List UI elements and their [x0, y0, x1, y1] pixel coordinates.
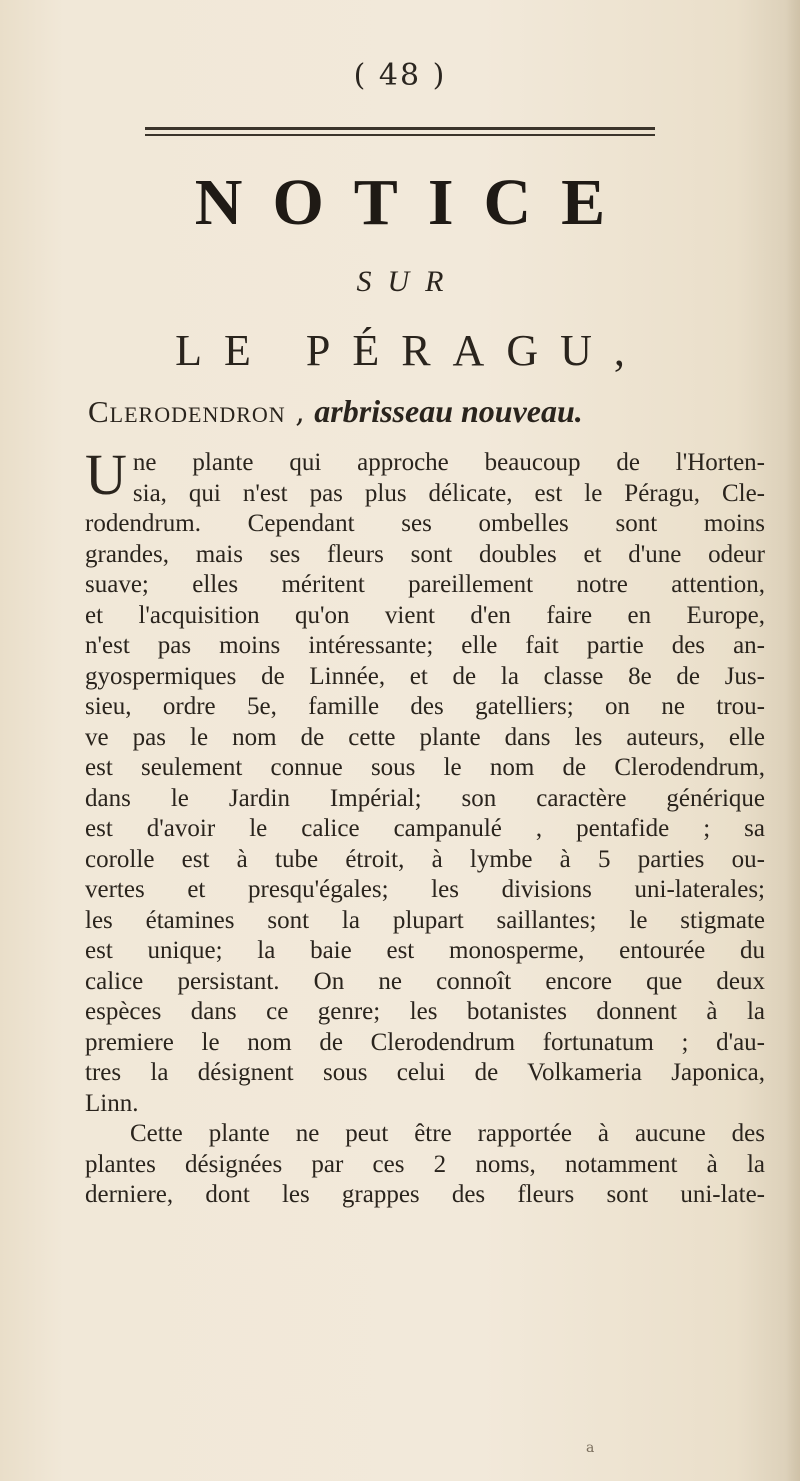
text-line: suave; elles méritent pareillement notre attention,	[85, 571, 765, 598]
text-line: ve pas le nom de cette plante dans les auteurs, elle	[85, 723, 765, 751]
title-subject: LE PÉRAGU,	[175, 326, 647, 375]
text-line: corolle est à tube étroit, à lymbe à 5 parties ou-	[85, 845, 765, 873]
text-line: est seulement connue sous le nom de Clerodendrum,	[85, 754, 765, 781]
text-line: tres la désignent sous celui de Volkameria Japonica,	[85, 1059, 765, 1086]
text-line: dans le Jardin Impérial; son caractère générique	[85, 784, 765, 812]
text-line: les étamines sont la plupart saillantes; le stigmate	[85, 906, 765, 934]
subtitle-description: arbrisseau nouveau.	[314, 393, 583, 429]
text-line: est unique; la baie est monosperme, entourée du	[85, 937, 765, 964]
text-line: rodendrum. Cependant ses ombelles sont moins	[85, 510, 765, 537]
body-text	[85, 442, 765, 1211]
text-line: sieu, ordre 5e, famille des gatelliers; on ne trou-	[85, 693, 765, 720]
subtitle	[88, 393, 748, 430]
text-line: derniere, dont les grappes des fleurs sont uni-late-	[85, 1181, 765, 1208]
text-line: gyospermiques de Linnée, et de la classe 8e de Jus-	[85, 662, 765, 690]
subtitle-name: Clerodendron	[88, 394, 286, 429]
text-line: calice persistant. On ne connoît encore que deux	[85, 967, 765, 995]
text-line: sia, qui n'est pas plus délicate, est le Péragu, Cle-	[132, 479, 765, 507]
text-line: Linn.	[85, 1089, 139, 1117]
header-rule	[145, 127, 655, 130]
text-line: espèces dans ce genre; les botanistes donnent à la	[85, 998, 765, 1025]
paragraph-1	[85, 442, 765, 1119]
subtitle-separator: ,	[285, 395, 315, 430]
title-sur: SUR	[356, 265, 460, 298]
text-line: grandes, mais ses fleurs sont doubles et d'une odeur	[85, 540, 765, 568]
drop-cap: U	[85, 442, 127, 507]
header-rule-thin	[145, 134, 655, 136]
notice-title: NOTICE	[194, 166, 636, 239]
text-line: et l'acquisition qu'on vient d'en faire en Europe,	[85, 601, 765, 629]
text-line: vertes et presqu'égales; les divisions uni-laterales;	[85, 876, 765, 903]
text-line: plantes désignées par ces 2 noms, notamment à la	[85, 1150, 765, 1178]
text-line: premiere le nom de Clerodendrum fortunatum ; d'au-	[85, 1028, 765, 1056]
text-line: n'est pas moins intéressante; elle fait partie des an-	[85, 632, 765, 659]
text-line: est d'avoir le calice campanulé , pentafide ; sa	[85, 815, 765, 842]
text-line: Cette plante ne peut être rapportée à aucune des	[130, 1120, 765, 1147]
page-number: ( 48 )	[353, 58, 447, 93]
text-line: ne plante qui approche beaucoup de l'Horten-	[132, 449, 765, 476]
signature-mark: a	[586, 1440, 595, 1456]
paragraph-2	[85, 1119, 765, 1211]
